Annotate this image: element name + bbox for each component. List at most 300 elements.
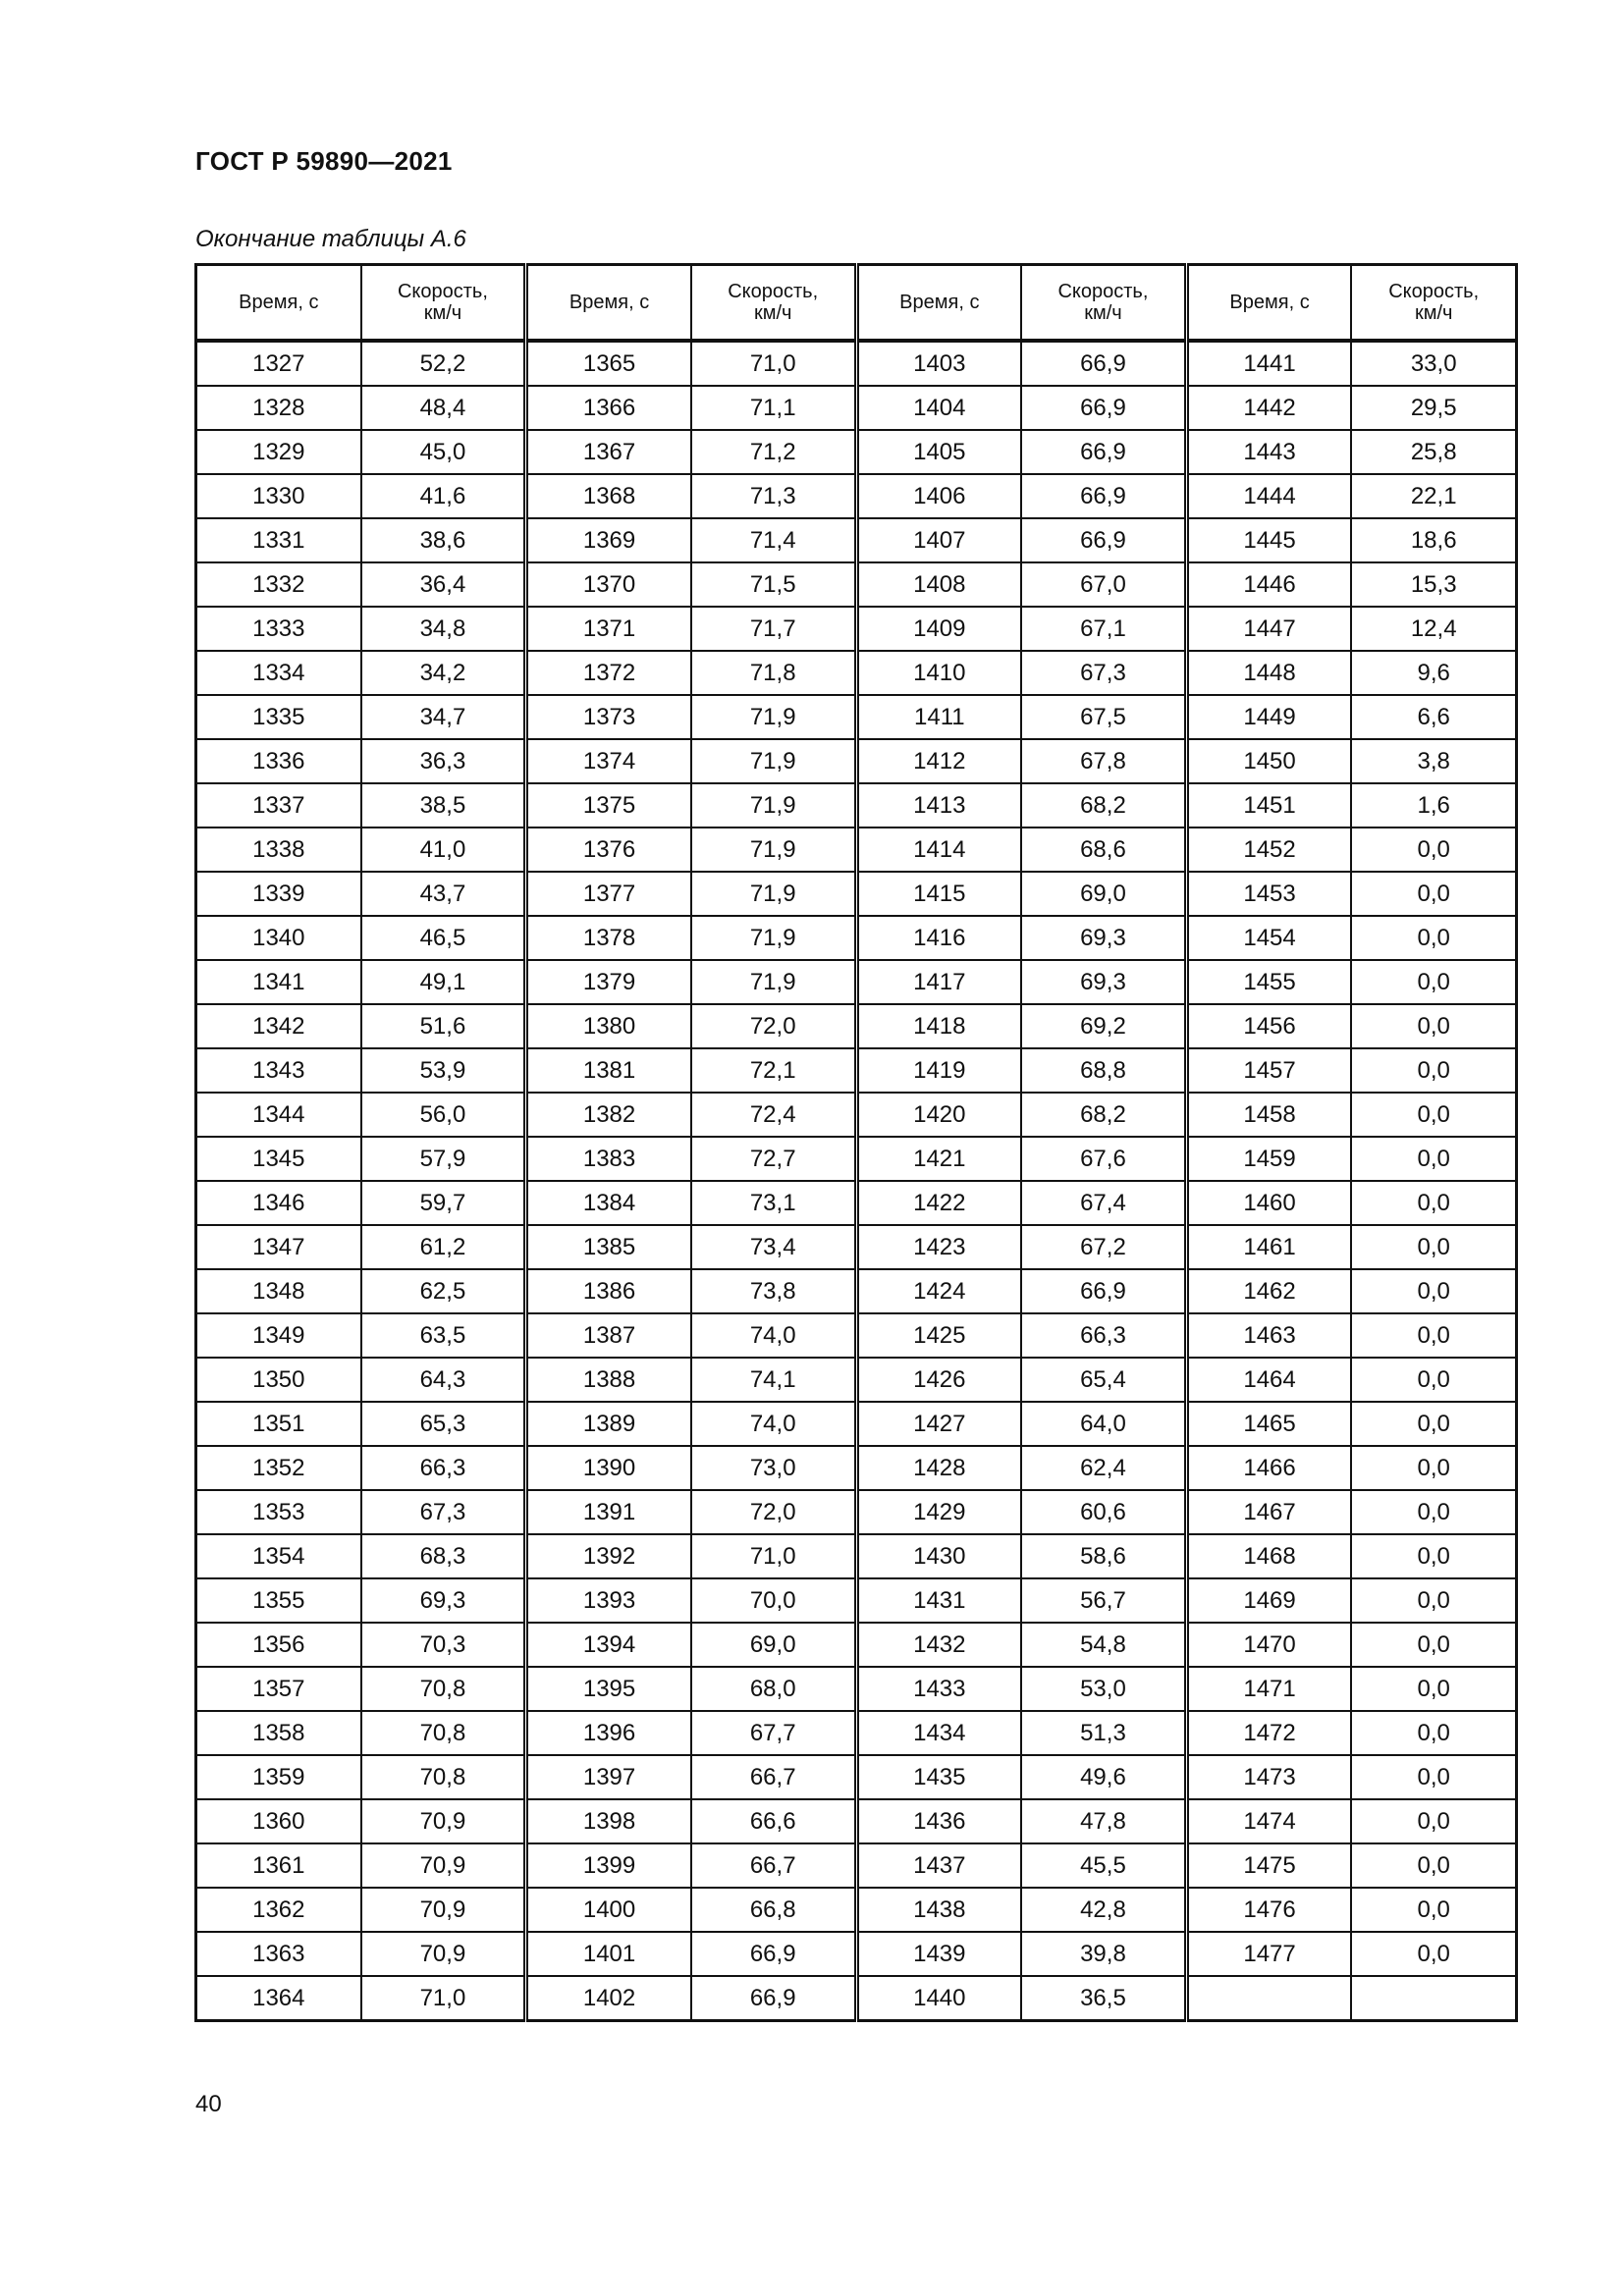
cell-speed-1: 70,9 [361, 1843, 526, 1888]
cell-speed-2: 66,7 [691, 1755, 856, 1799]
cell-speed-4: 9,6 [1351, 651, 1516, 695]
cell-time-2: 1374 [526, 739, 691, 783]
cell-time-2: 1382 [526, 1093, 691, 1137]
cell-time-1: 1327 [196, 341, 361, 386]
cell-speed-3: 42,8 [1021, 1888, 1186, 1932]
cell-time-1: 1346 [196, 1181, 361, 1225]
cell-speed-3: 67,5 [1021, 695, 1186, 739]
table-row [196, 1269, 1517, 1313]
cell-time-3: 1414 [856, 828, 1021, 872]
cell-time-1: 1343 [196, 1048, 361, 1093]
cell-speed-4: 0,0 [1351, 1137, 1516, 1181]
cell-speed-4: 0,0 [1351, 1225, 1516, 1269]
cell-time-1: 1350 [196, 1358, 361, 1402]
document-header: ГОСТ Р 59890—2021 [195, 146, 453, 176]
cell-time-2: 1373 [526, 695, 691, 739]
cell-speed-4: 3,8 [1351, 739, 1516, 783]
cell-time-1: 1340 [196, 916, 361, 960]
cell-time-2: 1367 [526, 430, 691, 474]
cell-speed-3: 47,8 [1021, 1799, 1186, 1843]
cell-time-3: 1406 [856, 474, 1021, 518]
cell-time-1: 1360 [196, 1799, 361, 1843]
table-row [196, 1755, 1517, 1799]
cell-speed-4: 0,0 [1351, 828, 1516, 872]
cell-time-4: 1459 [1186, 1137, 1351, 1181]
cell-time-4: 1464 [1186, 1358, 1351, 1402]
cell-speed-4: 29,5 [1351, 386, 1516, 430]
cell-speed-2: 71,4 [691, 518, 856, 562]
cell-time-4: 1448 [1186, 651, 1351, 695]
cell-time-4: 1463 [1186, 1313, 1351, 1358]
table-row [196, 518, 1517, 562]
table-row [196, 651, 1517, 695]
cell-speed-1: 70,9 [361, 1799, 526, 1843]
cell-time-1: 1348 [196, 1269, 361, 1313]
cell-time-2: 1395 [526, 1667, 691, 1711]
header-speed-3: Скорость, км/ч [1021, 265, 1186, 342]
cell-speed-4: 22,1 [1351, 474, 1516, 518]
cell-time-1: 1339 [196, 872, 361, 916]
cell-time-1: 1328 [196, 386, 361, 430]
cell-speed-3: 67,8 [1021, 739, 1186, 783]
table-row [196, 960, 1517, 1004]
cell-speed-1: 70,8 [361, 1711, 526, 1755]
table-row [196, 562, 1517, 607]
cell-speed-3: 67,2 [1021, 1225, 1186, 1269]
table-row [196, 1181, 1517, 1225]
cell-speed-4: 18,6 [1351, 518, 1516, 562]
cell-time-3: 1411 [856, 695, 1021, 739]
cell-speed-2: 66,9 [691, 1932, 856, 1976]
cell-speed-3: 69,3 [1021, 960, 1186, 1004]
cell-time-4: 1445 [1186, 518, 1351, 562]
cell-time-3: 1437 [856, 1843, 1021, 1888]
cell-time-2: 1381 [526, 1048, 691, 1093]
cell-speed-1: 38,5 [361, 783, 526, 828]
cell-time-3: 1439 [856, 1932, 1021, 1976]
cell-speed-4: 0,0 [1351, 872, 1516, 916]
cell-time-1: 1341 [196, 960, 361, 1004]
cell-time-1: 1358 [196, 1711, 361, 1755]
cell-time-2: 1379 [526, 960, 691, 1004]
table-row [196, 1623, 1517, 1667]
cell-speed-2: 71,9 [691, 783, 856, 828]
cell-time-1: 1361 [196, 1843, 361, 1888]
cell-time-1: 1356 [196, 1623, 361, 1667]
cell-time-3: 1423 [856, 1225, 1021, 1269]
cell-time-4: 1467 [1186, 1490, 1351, 1534]
table-header [196, 265, 1517, 342]
cell-time-1: 1342 [196, 1004, 361, 1048]
cell-time-3: 1431 [856, 1578, 1021, 1623]
cell-time-2: 1378 [526, 916, 691, 960]
cell-speed-4: 0,0 [1351, 1093, 1516, 1137]
cell-time-4: 1472 [1186, 1711, 1351, 1755]
cell-speed-4: 0,0 [1351, 960, 1516, 1004]
cell-time-2: 1396 [526, 1711, 691, 1755]
cell-time-3: 1420 [856, 1093, 1021, 1137]
header-speed-4: Скорость, км/ч [1351, 265, 1516, 342]
cell-speed-1: 38,6 [361, 518, 526, 562]
cell-time-3: 1434 [856, 1711, 1021, 1755]
cell-speed-3: 58,6 [1021, 1534, 1186, 1578]
cell-time-4: 1442 [1186, 386, 1351, 430]
cell-speed-4: 0,0 [1351, 1313, 1516, 1358]
cell-time-3: 1403 [856, 341, 1021, 386]
cell-speed-3: 66,9 [1021, 341, 1186, 386]
cell-speed-4: 0,0 [1351, 1799, 1516, 1843]
cell-time-1: 1334 [196, 651, 361, 695]
cell-time-4: 1466 [1186, 1446, 1351, 1490]
cell-speed-2: 71,9 [691, 828, 856, 872]
cell-time-4: 1444 [1186, 474, 1351, 518]
table-header-row [196, 265, 1517, 342]
cell-speed-4: 0,0 [1351, 1711, 1516, 1755]
cell-time-2: 1366 [526, 386, 691, 430]
cell-time-1: 1336 [196, 739, 361, 783]
cell-time-2: 1392 [526, 1534, 691, 1578]
table-row [196, 474, 1517, 518]
cell-speed-4: 6,6 [1351, 695, 1516, 739]
cell-speed-2: 71,9 [691, 872, 856, 916]
header-speed-2: Скорость, км/ч [691, 265, 856, 342]
table-row [196, 1225, 1517, 1269]
cell-speed-1: 41,6 [361, 474, 526, 518]
cell-time-4: 1453 [1186, 872, 1351, 916]
cell-time-1: 1344 [196, 1093, 361, 1137]
cell-time-3: 1422 [856, 1181, 1021, 1225]
cell-time-3: 1436 [856, 1799, 1021, 1843]
cell-time-3: 1424 [856, 1269, 1021, 1313]
cell-time-3: 1430 [856, 1534, 1021, 1578]
cell-speed-3: 69,0 [1021, 872, 1186, 916]
table-row [196, 1402, 1517, 1446]
cell-time-4: 1447 [1186, 607, 1351, 651]
cell-speed-1: 52,2 [361, 341, 526, 386]
cell-speed-4: 0,0 [1351, 1269, 1516, 1313]
cell-time-4: 1474 [1186, 1799, 1351, 1843]
cell-time-1: 1352 [196, 1446, 361, 1490]
cell-speed-3: 36,5 [1021, 1976, 1186, 2021]
cell-speed-1: 46,5 [361, 916, 526, 960]
cell-time-3: 1405 [856, 430, 1021, 474]
cell-speed-1: 70,8 [361, 1667, 526, 1711]
cell-time-3: 1413 [856, 783, 1021, 828]
cell-time-1: 1337 [196, 783, 361, 828]
cell-speed-1: 34,8 [361, 607, 526, 651]
cell-speed-4: 0,0 [1351, 1932, 1516, 1976]
cell-time-2: 1375 [526, 783, 691, 828]
table-row [196, 1888, 1517, 1932]
cell-time-2: 1389 [526, 1402, 691, 1446]
cell-time-4: 1446 [1186, 562, 1351, 607]
cell-time-2: 1391 [526, 1490, 691, 1534]
cell-time-1: 1349 [196, 1313, 361, 1358]
table-row [196, 1711, 1517, 1755]
cell-time-3: 1433 [856, 1667, 1021, 1711]
cell-speed-3: 45,5 [1021, 1843, 1186, 1888]
table-row [196, 1313, 1517, 1358]
cell-speed-1: 65,3 [361, 1402, 526, 1446]
cell-speed-1: 59,7 [361, 1181, 526, 1225]
cell-speed-1: 66,3 [361, 1446, 526, 1490]
cell-time-2: 1386 [526, 1269, 691, 1313]
cell-speed-2: 73,1 [691, 1181, 856, 1225]
cell-time-3: 1415 [856, 872, 1021, 916]
cell-time-3: 1409 [856, 607, 1021, 651]
header-time-2: Время, с [526, 265, 691, 342]
cell-speed-4: 1,6 [1351, 783, 1516, 828]
cell-speed-2: 66,6 [691, 1799, 856, 1843]
cell-speed-4: 25,8 [1351, 430, 1516, 474]
cell-time-2: 1401 [526, 1932, 691, 1976]
cell-speed-1: 64,3 [361, 1358, 526, 1402]
cell-time-4: 1443 [1186, 430, 1351, 474]
cell-time-2: 1393 [526, 1578, 691, 1623]
cell-time-1: 1330 [196, 474, 361, 518]
cell-speed-3: 68,2 [1021, 783, 1186, 828]
cell-speed-4: 0,0 [1351, 1048, 1516, 1093]
cell-speed-4: 0,0 [1351, 1004, 1516, 1048]
cell-speed-4: 0,0 [1351, 1490, 1516, 1534]
cell-time-2: 1377 [526, 872, 691, 916]
cell-speed-1: 71,0 [361, 1976, 526, 2021]
cell-speed-2: 72,0 [691, 1004, 856, 1048]
cell-time-1: 1362 [196, 1888, 361, 1932]
cell-speed-4: 0,0 [1351, 1843, 1516, 1888]
cell-speed-1: 57,9 [361, 1137, 526, 1181]
cell-speed-2: 67,7 [691, 1711, 856, 1755]
cell-time-2: 1384 [526, 1181, 691, 1225]
cell-time-3: 1425 [856, 1313, 1021, 1358]
cell-time-3: 1429 [856, 1490, 1021, 1534]
cell-time-2: 1380 [526, 1004, 691, 1048]
cell-speed-2: 71,9 [691, 916, 856, 960]
cell-speed-2: 73,8 [691, 1269, 856, 1313]
cell-speed-3: 67,0 [1021, 562, 1186, 607]
cell-speed-3: 54,8 [1021, 1623, 1186, 1667]
cell-speed-1: 63,5 [361, 1313, 526, 1358]
cell-time-4: 1457 [1186, 1048, 1351, 1093]
cell-speed-1: 62,5 [361, 1269, 526, 1313]
cell-speed-4: 0,0 [1351, 1446, 1516, 1490]
cell-speed-3: 39,8 [1021, 1932, 1186, 1976]
cell-time-3: 1408 [856, 562, 1021, 607]
header-speed-1: Скорость, км/ч [361, 265, 526, 342]
cell-time-3: 1404 [856, 386, 1021, 430]
cell-time-4: 1454 [1186, 916, 1351, 960]
table-row [196, 1004, 1517, 1048]
table-row [196, 1667, 1517, 1711]
table-body [196, 341, 1517, 2021]
cell-speed-2: 66,7 [691, 1843, 856, 1888]
cell-speed-4: 12,4 [1351, 607, 1516, 651]
cell-time-2: 1385 [526, 1225, 691, 1269]
cell-speed-1: 49,1 [361, 960, 526, 1004]
cell-time-3: 1440 [856, 1976, 1021, 2021]
cell-time-4: 1476 [1186, 1888, 1351, 1932]
cell-speed-4: 0,0 [1351, 1578, 1516, 1623]
cell-time-2: 1390 [526, 1446, 691, 1490]
cell-speed-4: 33,0 [1351, 341, 1516, 386]
cell-time-3: 1407 [856, 518, 1021, 562]
cell-time-2: 1370 [526, 562, 691, 607]
cell-speed-2: 71,7 [691, 607, 856, 651]
cell-speed-2: 72,1 [691, 1048, 856, 1093]
cell-speed-4: 0,0 [1351, 1623, 1516, 1667]
header-time-3: Время, с [856, 265, 1021, 342]
cell-speed-3: 66,3 [1021, 1313, 1186, 1358]
table-row [196, 1799, 1517, 1843]
cell-time-4: 1456 [1186, 1004, 1351, 1048]
cell-time-1: 1353 [196, 1490, 361, 1534]
cell-speed-1: 70,8 [361, 1755, 526, 1799]
table-row [196, 1932, 1517, 1976]
cell-time-1: 1331 [196, 518, 361, 562]
table-row [196, 1843, 1517, 1888]
table-row [196, 1490, 1517, 1534]
cell-speed-2: 74,1 [691, 1358, 856, 1402]
cell-time-2: 1387 [526, 1313, 691, 1358]
cell-speed-2: 66,9 [691, 1976, 856, 2021]
cell-speed-1: 36,4 [361, 562, 526, 607]
cell-speed-3: 53,0 [1021, 1667, 1186, 1711]
cell-time-4: 1469 [1186, 1578, 1351, 1623]
cell-speed-1: 34,2 [361, 651, 526, 695]
cell-speed-3: 69,3 [1021, 916, 1186, 960]
table-row [196, 607, 1517, 651]
cell-time-4: 1475 [1186, 1843, 1351, 1888]
table-row [196, 1534, 1517, 1578]
cell-speed-3: 68,6 [1021, 828, 1186, 872]
cell-time-2: 1394 [526, 1623, 691, 1667]
cell-speed-2: 71,2 [691, 430, 856, 474]
cell-time-3: 1416 [856, 916, 1021, 960]
cell-time-3: 1421 [856, 1137, 1021, 1181]
table-row [196, 430, 1517, 474]
cell-speed-2: 73,0 [691, 1446, 856, 1490]
cell-time-2: 1372 [526, 651, 691, 695]
table-row [196, 341, 1517, 386]
cell-time-4: 1470 [1186, 1623, 1351, 1667]
cell-speed-1: 61,2 [361, 1225, 526, 1269]
cell-time-2: 1388 [526, 1358, 691, 1402]
cell-speed-2: 66,8 [691, 1888, 856, 1932]
cell-speed-2: 71,9 [691, 739, 856, 783]
cell-speed-3: 66,9 [1021, 518, 1186, 562]
cell-speed-1: 69,3 [361, 1578, 526, 1623]
cell-time-2: 1365 [526, 341, 691, 386]
cell-time-2: 1399 [526, 1843, 691, 1888]
cell-speed-3: 69,2 [1021, 1004, 1186, 1048]
header-time-1: Время, с [196, 265, 361, 342]
cell-speed-3: 66,9 [1021, 1269, 1186, 1313]
cell-speed-3: 62,4 [1021, 1446, 1186, 1490]
header-time-4: Время, с [1186, 265, 1351, 342]
cell-speed-2: 71,3 [691, 474, 856, 518]
cell-speed-2: 74,0 [691, 1313, 856, 1358]
cell-speed-2: 71,9 [691, 960, 856, 1004]
cell-time-3: 1438 [856, 1888, 1021, 1932]
cell-time-1: 1351 [196, 1402, 361, 1446]
cell-time-3: 1432 [856, 1623, 1021, 1667]
cell-speed-3: 67,3 [1021, 651, 1186, 695]
cell-speed-4: 0,0 [1351, 1667, 1516, 1711]
cell-speed-2: 72,0 [691, 1490, 856, 1534]
cell-time-1: 1359 [196, 1755, 361, 1799]
cell-speed-2: 71,0 [691, 341, 856, 386]
cell-time-4: 1441 [1186, 341, 1351, 386]
cell-speed-3: 60,6 [1021, 1490, 1186, 1534]
cell-time-1: 1363 [196, 1932, 361, 1976]
cell-time-4: 1458 [1186, 1093, 1351, 1137]
table-row [196, 1976, 1517, 2021]
cell-speed-3: 68,8 [1021, 1048, 1186, 1093]
cell-speed-1: 56,0 [361, 1093, 526, 1137]
table-row [196, 783, 1517, 828]
cell-time-4: 1450 [1186, 739, 1351, 783]
cell-speed-1: 70,3 [361, 1623, 526, 1667]
cell-time-3: 1426 [856, 1358, 1021, 1402]
cell-time-4: 1449 [1186, 695, 1351, 739]
cell-speed-2: 69,0 [691, 1623, 856, 1667]
cell-speed-3: 51,3 [1021, 1711, 1186, 1755]
cell-speed-3: 49,6 [1021, 1755, 1186, 1799]
table-row [196, 1358, 1517, 1402]
table-row [196, 872, 1517, 916]
cell-time-2: 1402 [526, 1976, 691, 2021]
table-caption: Окончание таблицы А.6 [195, 226, 466, 252]
cell-speed-1: 45,0 [361, 430, 526, 474]
table-row [196, 739, 1517, 783]
cell-speed-4: 15,3 [1351, 562, 1516, 607]
cell-speed-3: 67,1 [1021, 607, 1186, 651]
cell-speed-2: 71,8 [691, 651, 856, 695]
cell-speed-4: 0,0 [1351, 1534, 1516, 1578]
table-row [196, 828, 1517, 872]
cell-time-1: 1335 [196, 695, 361, 739]
cell-speed-4: 0,0 [1351, 916, 1516, 960]
table-row [196, 386, 1517, 430]
cell-speed-2: 73,4 [691, 1225, 856, 1269]
cell-time-1: 1332 [196, 562, 361, 607]
cell-speed-1: 51,6 [361, 1004, 526, 1048]
table-row [196, 1578, 1517, 1623]
table-row [196, 1093, 1517, 1137]
cell-speed-4: 0,0 [1351, 1358, 1516, 1402]
cell-speed-3: 66,9 [1021, 386, 1186, 430]
cell-time-4: 1460 [1186, 1181, 1351, 1225]
cell-time-1: 1354 [196, 1534, 361, 1578]
cell-time-3: 1419 [856, 1048, 1021, 1093]
cell-time-3: 1427 [856, 1402, 1021, 1446]
cell-time-2: 1371 [526, 607, 691, 651]
cell-time-2: 1368 [526, 474, 691, 518]
cell-speed-1: 53,9 [361, 1048, 526, 1093]
cell-time-2: 1398 [526, 1799, 691, 1843]
cell-speed-2: 71,9 [691, 695, 856, 739]
cell-time-1: 1364 [196, 1976, 361, 2021]
cell-time-3: 1418 [856, 1004, 1021, 1048]
cell-speed-3: 66,9 [1021, 474, 1186, 518]
cell-time-4: 1452 [1186, 828, 1351, 872]
cell-speed-3: 66,9 [1021, 430, 1186, 474]
cell-time-3: 1412 [856, 739, 1021, 783]
cell-time-1: 1333 [196, 607, 361, 651]
cell-speed-2: 72,7 [691, 1137, 856, 1181]
table-row [196, 1048, 1517, 1093]
cell-time-4: 1468 [1186, 1534, 1351, 1578]
